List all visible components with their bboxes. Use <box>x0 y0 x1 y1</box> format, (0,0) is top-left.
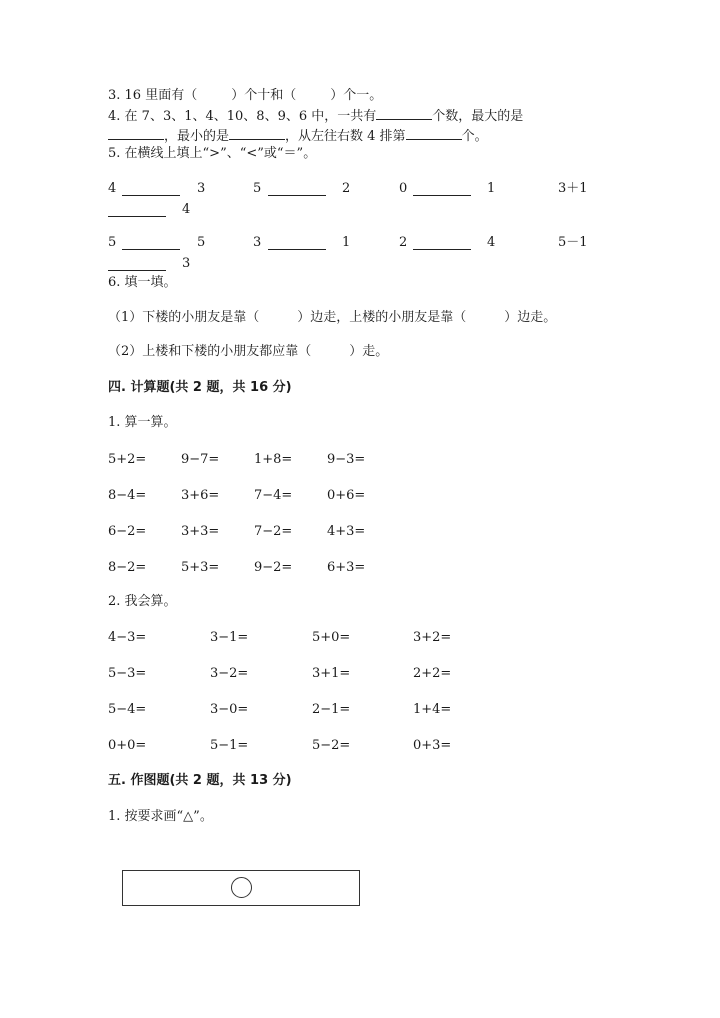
q3-text-2: ）个十和（ <box>231 88 297 103</box>
q4-text-2: 个数，最大的是 <box>432 109 524 124</box>
calc-item: 6−2= <box>108 524 147 539</box>
calc-item: 0+3= <box>413 738 452 753</box>
calc-item: 9−2= <box>254 560 293 575</box>
compare-blank[interactable] <box>108 258 166 271</box>
q4-text-5: 个。 <box>461 129 488 144</box>
compare-blank[interactable] <box>413 237 471 250</box>
q6-text-1: （1）下楼的小朋友是靠（ <box>108 310 260 325</box>
compare-left: 3＋1 <box>558 181 588 196</box>
section-5-heading: 五. 作图题(共 2 题，共 13 分) <box>108 773 292 788</box>
calc-item: 5+0= <box>312 630 351 645</box>
q6-text-3: ）边走。 <box>504 310 557 325</box>
compare-right: 1 <box>487 181 496 196</box>
compare-left: 5－1 <box>558 235 588 250</box>
question-6-sub-1 <box>108 309 556 327</box>
question-6-title: 6. 填一填。 <box>108 275 177 290</box>
answer-blank[interactable] <box>108 127 164 140</box>
compare-left: 5 <box>253 181 262 196</box>
calc-item: 8−4= <box>108 488 147 503</box>
compare-blank[interactable] <box>268 237 326 250</box>
compare-right: 3 <box>182 256 191 271</box>
answer-blank[interactable] <box>229 127 285 140</box>
question-3 <box>108 87 382 105</box>
q4-text-1: 4. 在 7、3、1、4、10、8、9、6 中，一共有 <box>108 109 377 124</box>
q6-text-4: （2）上楼和下楼的小朋友都应靠（ <box>108 344 312 359</box>
compare-blank[interactable] <box>268 183 326 196</box>
calc-item: 4−3= <box>108 630 147 645</box>
calc-item: 3+3= <box>181 524 220 539</box>
calc-item: 2−1= <box>312 702 351 717</box>
calc-item: 9−7= <box>181 452 220 467</box>
calc-item: 5+2= <box>108 452 147 467</box>
answer-blank[interactable] <box>406 127 462 140</box>
calc-item: 3+2= <box>413 630 452 645</box>
question-4-line-1 <box>108 107 523 126</box>
q4-text-4: ，从左往右数 4 排第 <box>285 129 406 144</box>
calc-item: 9−3= <box>327 452 366 467</box>
compare-left: 2 <box>399 235 408 250</box>
circle-shape <box>231 877 252 898</box>
compare-blank[interactable] <box>413 183 471 196</box>
q3-text-3: ）个一。 <box>330 88 383 103</box>
calc-item: 3−2= <box>210 666 249 681</box>
calc-item: 0+6= <box>327 488 366 503</box>
compare-right: 2 <box>342 181 351 196</box>
section-4-q1-title: 1. 算一算。 <box>108 415 177 430</box>
compare-left: 3 <box>253 235 262 250</box>
compare-left: 0 <box>399 181 408 196</box>
calc-item: 1+8= <box>254 452 293 467</box>
calc-item: 7−4= <box>254 488 293 503</box>
compare-blank[interactable] <box>122 237 180 250</box>
q4-text-3: ，最小的是 <box>164 129 230 144</box>
calc-item: 5−2= <box>312 738 351 753</box>
question-6-sub-2 <box>108 343 388 361</box>
calc-item: 3−0= <box>210 702 249 717</box>
question-4-line-2 <box>108 127 488 146</box>
calc-item: 8−2= <box>108 560 147 575</box>
compare-right: 4 <box>487 235 496 250</box>
calc-item: 3+1= <box>312 666 351 681</box>
calc-item: 7−2= <box>254 524 293 539</box>
compare-blank[interactable] <box>108 204 166 217</box>
calc-item: 0+0= <box>108 738 147 753</box>
calc-item: 5−3= <box>108 666 147 681</box>
calc-item: 3−1= <box>210 630 249 645</box>
q3-text-1: 3. 16 里面有（ <box>108 88 198 103</box>
drawing-area[interactable] <box>122 870 360 906</box>
compare-left: 4 <box>108 181 117 196</box>
section-4-heading: 四. 计算题(共 2 题，共 16 分) <box>108 380 292 395</box>
section-5-q1-title: 1. 按要求画“△”。 <box>108 809 213 824</box>
calc-item: 5−1= <box>210 738 249 753</box>
answer-blank[interactable] <box>376 107 432 120</box>
calc-item: 5+3= <box>181 560 220 575</box>
compare-right: 5 <box>197 235 206 250</box>
compare-right: 1 <box>342 235 351 250</box>
compare-right: 3 <box>197 181 206 196</box>
calc-item: 2+2= <box>413 666 452 681</box>
q6-text-5: ）走。 <box>349 344 389 359</box>
calc-item: 6+3= <box>327 560 366 575</box>
compare-blank[interactable] <box>122 183 180 196</box>
compare-right: 4 <box>182 202 191 217</box>
calc-item: 4+3= <box>327 524 366 539</box>
calc-item: 1+4= <box>413 702 452 717</box>
calc-item: 3+6= <box>181 488 220 503</box>
section-4-q2-title: 2. 我会算。 <box>108 594 177 609</box>
question-5-title: 5. 在横线上填上“>”、“<”或“＝”。 <box>108 146 317 161</box>
compare-left: 5 <box>108 235 117 250</box>
q6-text-2: ）边走，上楼的小朋友是靠（ <box>297 310 467 325</box>
calc-item: 5−4= <box>108 702 147 717</box>
